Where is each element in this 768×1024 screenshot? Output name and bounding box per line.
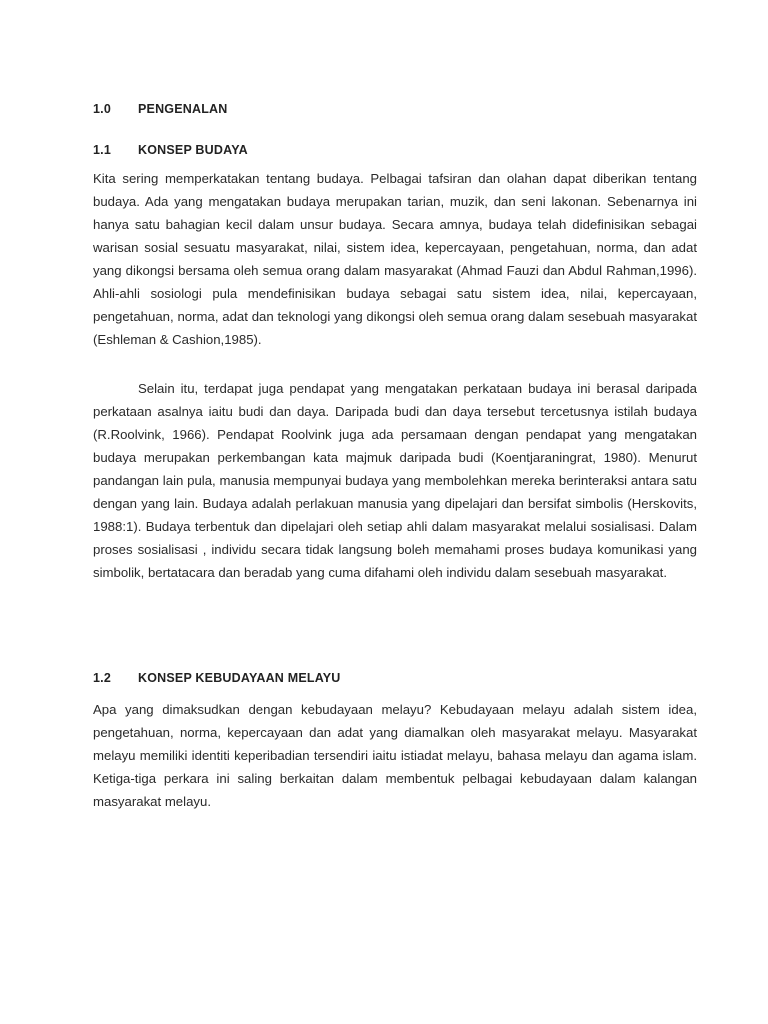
section-number: 1.0	[93, 102, 111, 116]
section-title: PENGENALAN	[138, 102, 228, 116]
paragraph-kebudayaan-melayu: Apa yang dimaksudkan dengan kebudayaan melayu? Kebudayaan melayu adalah sistem idea, pengetahuan, norma, kepercayaan dan adat yang diamalkan oleh masyarakat melayu. Masyarakat melayu memiliki identiti keperibadian tersendiri iaitu istiadat melayu, bahasa melayu dan agama islam. Ketiga-tiga perkara ini saling berkaitan dalam membentuk pelbagai kebudayaan dalam kalangan masyarakat melayu.	[93, 702, 697, 809]
heading-konsep-budaya	[93, 143, 248, 157]
paragraph-budaya-1: Kita sering memperkatakan tentang budaya. Pelbagai tafsiran dan olahan dapat diberikan tentang budaya. Ada yang mengatakan budaya merupakan tarian, muzik, dan seni lakonan. Sebenarnya ini hanya satu bahagian kecil dalam unsur budaya. Secara amnya, budaya telah didefinisikan sebagai warisan sosial sesuatu masyarakat, nilai, sistem idea, kepercayaan, pengetahuan, norma, dan adat yang dikongsi bersama oleh semua orang dalam masyarakat (Ahmad Fauzi dan Abdul Rahman,1996). Ahli-ahli sosiologi pula mendefinisikan budaya sebagai satu sistem idea, nilai, kepercayaan, pengetahuan, norma, adat dan teknologi yang dikongsi oleh semua orang dalam sesebuah masyarakat (Eshleman & Cashion,1985).	[93, 171, 697, 347]
section-title: KONSEP BUDAYA	[138, 143, 248, 157]
section-number: 1.1	[93, 143, 111, 157]
heading-pengenalan	[93, 102, 228, 116]
section-title: KONSEP KEBUDAYAAN MELAYU	[138, 671, 341, 685]
heading-konsep-kebudayaan-melayu	[93, 671, 341, 685]
paragraph-budaya-2: Selain itu, terdapat juga pendapat yang mengatakan perkataan budaya ini berasal daripada perkataan asalnya iaitu budi dan daya. Daripada budi dan daya tersebut tercetusnya istilah budaya (R.Roolvink, 1966). Pendapat Roolvink juga ada persamaan dengan pendapat yang mengatakan budaya merupakan perkembangan kata majmuk daripada budi (Koentjaraningrat, 1980). Menurut pandangan lain pula, manusia mempunyai budaya yang membolehkan mereka berinteraksi antara satu dengan yang lain. Budaya adalah perlakuan manusia yang dipelajari dan bersifat simbolis (Herskovits, 1988:1). Budaya terbentuk dan dipelajari oleh setiap ahli dalam masyarakat melalui sosialisasi. Dalam proses sosialisasi , individu secara tidak langsung boleh memahami proses budaya komunikasi yang simbolik, bertatacara dan beradab yang cuma difahami oleh individu dalam sesebuah masyarakat.	[93, 381, 697, 580]
section-number: 1.2	[93, 671, 111, 685]
